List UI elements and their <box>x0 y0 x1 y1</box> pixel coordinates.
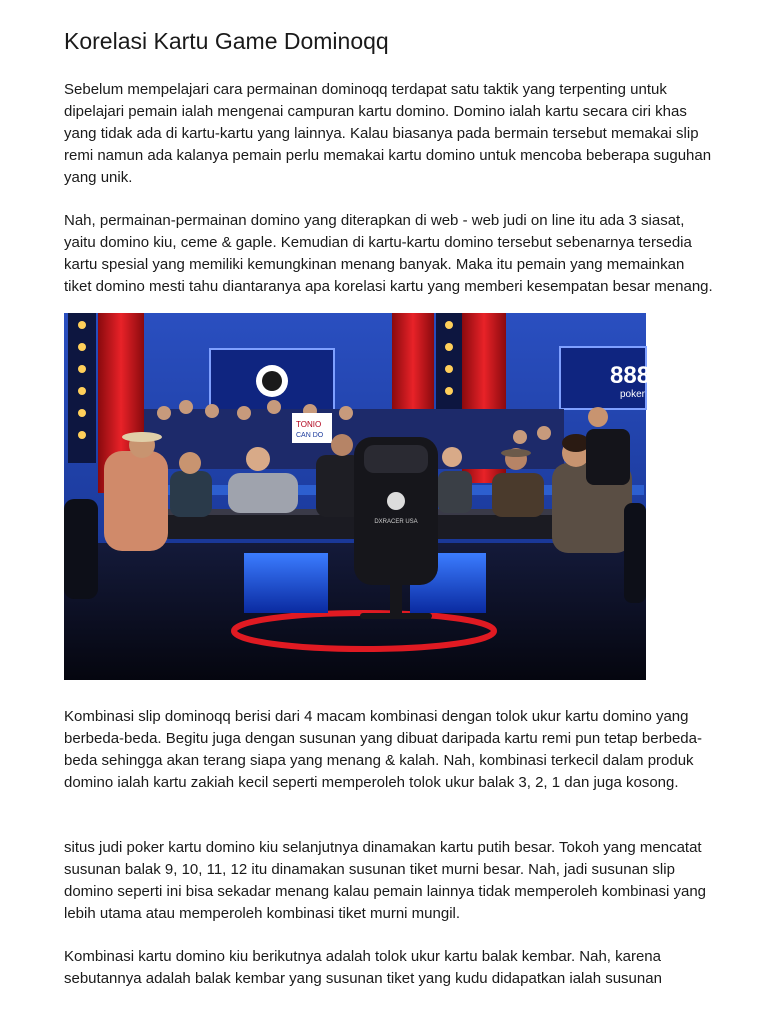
chair-text: DXRACER USA <box>374 519 418 525</box>
paragraph-2: Nah, permainan-permainan domino yang diterapkan di web - web judi on line itu ada 3 siasat, yaitu domino kiu, ceme & gaple. Kemudian di kartu-kartu domino tersebut sebenarnya tersedia kartu spesial yang memiliki kemungkinan menang banyak. Maka itu pemain yang memainkan tiket domino mesti tahu diantaranya apa korelasi kartu yang memberi kesempatan besar menang. <box>64 212 713 295</box>
side-chair-left <box>64 499 98 599</box>
side-chair-right <box>624 503 646 603</box>
poker-table-photo <box>64 313 651 680</box>
screen-brand-text: 888 <box>610 362 651 389</box>
paragraph-3: Kombinasi slip dominoqq berisi dari 4 macam kombinasi dengan tolok ukur kartu domino yang berbeda-beda. Begitu juga dengan susunan yang dibuat daripada kartu remi pun tetap berbeda-beda sehingga akan terang siapa yang menang & kalah. Nah, kombinasi terkecil dalam produk domino ialah kartu zakiah kecil seperti memperoleh tolok ukur balak 3, 2, 1 dan juga kosong. <box>64 708 702 791</box>
paragraph-5: Kombinasi kartu domino kiu berikutnya adalah tolok ukur kartu balak kembar. Nah, karena sebutannya adalah balak kembar yang susunan tiket yang kudu didapatkan ialah susunan <box>64 948 662 987</box>
page-title: Korelasi Kartu Game Dominoqq <box>64 28 389 54</box>
fan-sign-text-2: CAN DO <box>296 432 324 439</box>
screen-brand-sub: poker <box>620 389 646 400</box>
paragraph-1: Sebelum mempelajari cara permainan dominoqq terdapat satu taktik yang terpenting untuk dipelajari pemain ialah mengenai campuran kartu domino. Domino ialah kartu secara ciri khas yang tidak ada di kartu-kartu yang lainnya. Kalau biasanya pada bermain tersebut memakai slip remi namun ada kalanya pemain perlu memakai kartu domino untuk mencoba beberapa suguhan yang unik. <box>64 81 712 186</box>
fan-sign-text: TONIO <box>296 420 322 429</box>
table-pedestal-left <box>244 553 328 613</box>
paragraph-4: situs judi poker kartu domino kiu selanjutnya dinamakan kartu putih besar. Tokoh yang mencatat susunan balak 9, 10, 11, 12 itu dinamakan susunan tiket murni besar. Nah, jadi susunan slip domino seperti ini bisa sekadar menang kalau pemain lainnya tidak memperoleh kombinasi yang lebih utama atau memperoleh kombinasi tiket murni mungil. <box>64 839 707 922</box>
